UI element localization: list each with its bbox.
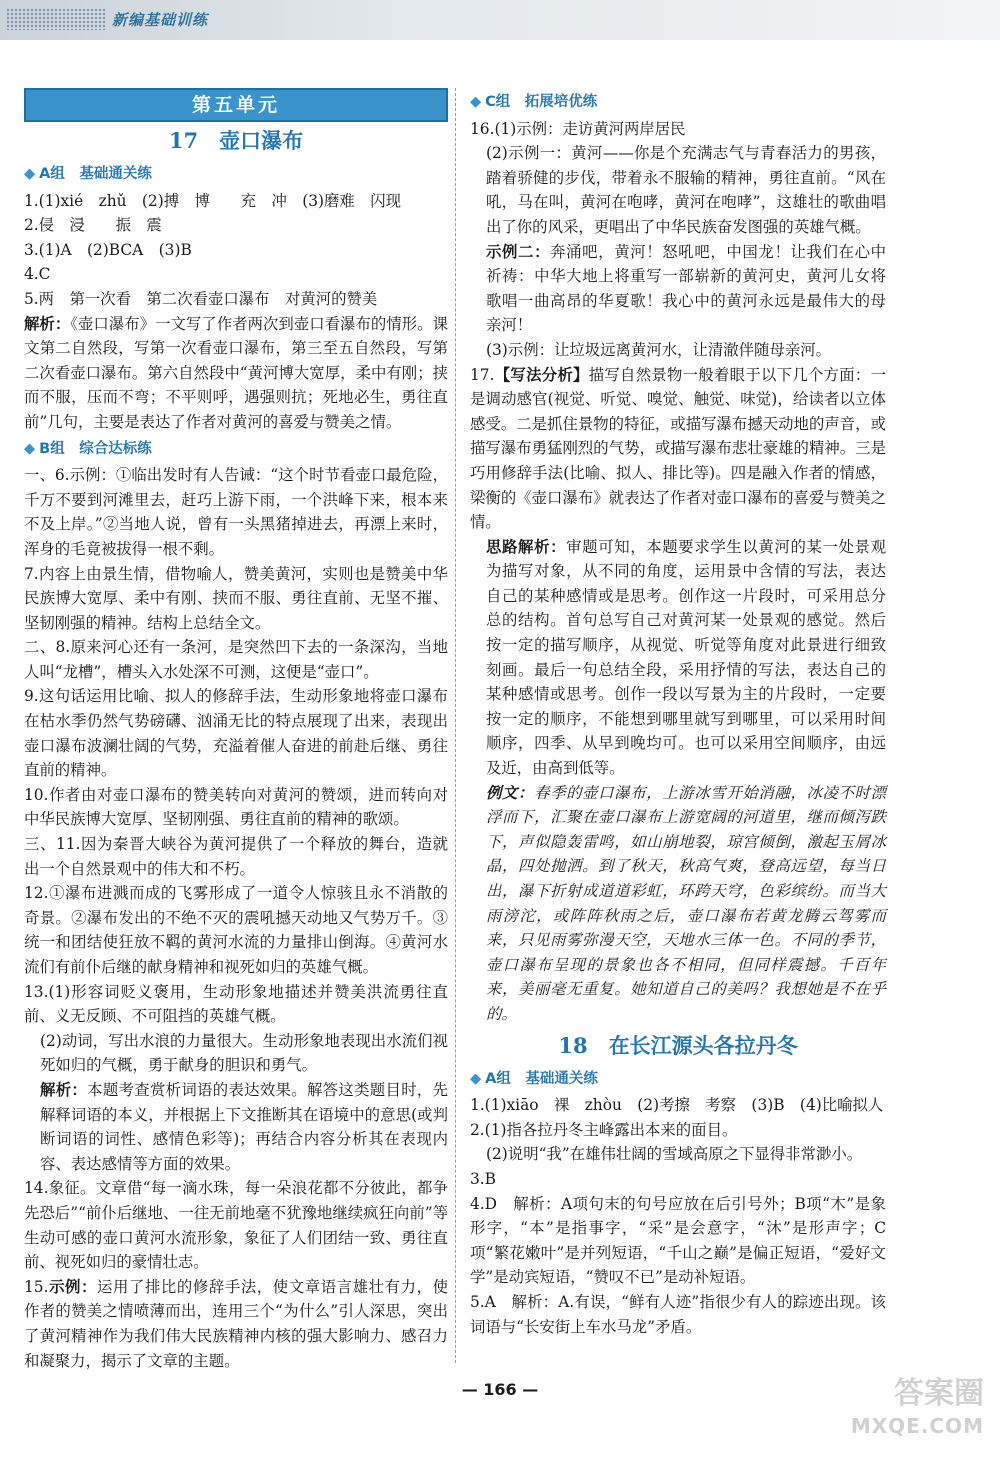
diamond-icon: ◆ [24,166,36,182]
left-column [24,88,448,1373]
answer-item: 10.作者由对壶口瀑布的赞美转向对黄河的赞颂，进而转向对中华民族博大宽厚、坚韧刚强、勇往直前的精神的歌颂。 [24,785,448,829]
diamond-icon: ◆ [470,1070,482,1087]
answer-item: 一、6.示例：①临出发时有人告诫：“这个时节看壶口最危险，千万不要到河滩里去，赶巧上游下雨，一个洪峰下来，根本来不及上岸。”②当地人说，曾有一头黑猪掉进去，再漂上来时，浑身的毛竟被拔得一根不剩。 [24,466,448,558]
answer-item: 15.示例：运用了排比的修辞手法，使文章语言雄壮有力，使作者的赞美之情喷薄而出，连用三个“为什么”引人深思，突出了黄河精神作为我们伟大民族精神内核的强大影响力、感召力和凝聚力，揭示了文章的主题。 [24,1277,448,1370]
diamond-icon: ◆ [24,440,36,457]
answer-subitem: (2)动词，写出水浪的力量很大。生动形象地表现出水流们视死如归的气概，勇于献身的胆识和勇气。 [40,1031,448,1075]
group-b-heading: ◆ B组 综合达标练 [24,440,152,457]
answer-subitem: (2)说明“我”在雄伟壮阔的雪域高原之下显得非常渺小。 [486,1145,863,1164]
answer-item: 三、11.因为秦晋大峡谷为黄河提供了一个释放的舞台，造就出一个自然景观中的伟大和不朽。 [24,835,448,878]
answer-item: 4.C [24,265,51,284]
analysis-note: 解析：《壶口瀑布》一文写了作者两次到壶口看瀑布的情形。课文第二自然段，写第一次看壶口瀑布，第三至五自然段，写第二次看壶口瀑布。第六自然段中“黄河博大宽厚，柔中有刚；挟而不服，压而不弯；不平则呼，遇强则抗；死地必生，勇往直前”几句，主要是表达了作者对黄河的喜爱与赞美之情。 [24,314,448,431]
answer-item: 7.内容上由景生情，借物喻人，赞美黄河，实则也是赞美中华民族博大宽厚、柔中有刚、挟而不服、勇往直前、无坚不摧、坚韧刚强的精神。结构上总结全文。 [24,564,448,632]
answer-item: 12.①瀑布进溅而成的飞雾形成了一道令人惊骇且永不消散的奇景。②瀑布发出的不绝不灭的震吼撼天动地又气势万千。③统一和团结使狂放不羁的黄河水流的力量排山倒海。④黄河水流们有前仆后继的献身精神和视死如归的英雄气概。 [24,884,448,976]
lesson-17-title: 17 壶口瀑布 [168,128,304,153]
group-a-heading: ◆ A组 基础通关练 [470,1070,598,1087]
answer-item: 5.两 第一次看 第二次看壶口瀑布 对黄河的赞美 [24,289,378,308]
answer-subitem: (2)示例一：黄河——你是个充满志气与青春活力的男孩，踏着骄健的步伐，带着永不服输的精神，勇往直前。“风在吼，马在叫，黄河在咆哮，黄河在咆哮”，这雄壮的歌曲唱出了你的风采，更唱出了中华民族奋发图强的英雄气概。 [486,144,886,236]
analysis-note: 思路解析：审题可知，本题要求学生以黄河的某一处景观为描写对象，从不同的角度，运用景中含情的写法，表达自己的某种感情或是思考。创作这一片段时，可采用总分总的结构。首句总写自己对黄河某一处景观的感觉。然后按一定的描写顺序，从视觉、听觉等角度对此景进行细致刻画。最后一句总结全段，采用抒情的写法，表达自己的某种感情或思考。创作一段以写景为主的片段时，一定要按一定的顺序，不能想到哪里就写到哪里，可以采用时间顺序，四季、从早到晚均可。也可以采用空间顺序，由远及近，由高到低等。 [486,537,886,778]
answer-item: 1.(1)xiāo 裸 zhòu (2)考擦 考察 (3)B (4)比喻拟人 [470,1096,884,1115]
answer-item: 4.D 解析：A项句末的句号应放在后引号外；B项“木”是象形字，“本”是指事字，“采”是会意字，“沐”是形声字；C项“繁花嫩叶”是并列短语，“千山之巅”是偏正短语，“爱好文学”是动宾短语，“赞叹不已”是动补短语。 [470,1194,886,1287]
answer-item: 16.(1)示例：走访黄河两岸居民 [470,119,686,138]
answer-subitem: (3)示例：让垃圾远离黄河水，让清澈伴随母亲河。 [486,340,832,359]
column-divider [455,88,456,1363]
answer-item: 1.(1)xié zhǔ (2)搏 博 充 冲 (3)磨难 闪现 [24,191,401,210]
group-a-heading: ◆ A组 基础通关练 [24,166,152,182]
answer-item: 17.【写法分析】描写自然景物一般着眼于以下几个方面：一是调动感官(视觉、听觉、嗅觉、触觉、味觉)，给读者以立体感受。二是抓住景物的特征，或描写瀑布撼天动地的声音，或描写瀑布勇猛刚烈的气势，或描写瀑布悲壮豪雄的精神。三是巧用修辞手法(比喻、拟人、排比等)。四是融入作者的情感，梁衡的《壶口瀑布》就表达了作者对壶口瀑布的喜爱与赞美之情。 [470,365,886,532]
diamond-icon: ◆ [470,94,482,110]
series-title: 新编基础训练 [112,11,209,29]
answer-item: 二、8.原来河心还有一条河，是突然凹下去的一条深沟，当地人叫“龙槽”，槽头入水处深不可测，这便是“壶口”。 [24,638,448,681]
answer-item: 3.B [470,1169,496,1188]
analysis-note: 解析：本题考查赏析词语的表达效果。解答这类题目时，先解释词语的本义，并根据上下文推断其在语境中的意思(或判断词语的词性、感情色彩等)；再结合内容分析其在表现内容、表达感情等方面的效果。 [40,1080,448,1173]
answer-item: 5.A 解析：A.有误，“鲜有人迹”指很少有人的踪迹出现。该词语与“长安街上车水马龙”矛盾。 [470,1292,886,1336]
page-number: — 166 — [461,1380,539,1399]
answer-item: 13.(1)形容词贬义褒用，生动形象地描述并赞美洪流勇往直前、义无反顾、不可阻挡的英雄气概。 [24,982,448,1026]
answer-item: 9.这句话运用比喻、拟人的修辞手法，生动形象地将壶口瀑布在枯水季仍然气势磅礴、汹涌无比的特点展现了出来，表现出壶口瀑布波澜壮阔的气势，充溢着催人奋进的前赴后继、勇往直前的精神。 [24,687,448,780]
header-band [0,0,1000,40]
answer-item: 2.侵 浸 振 震 [24,216,162,235]
unit-banner: 第五单元 [24,88,448,122]
lesson-18-title: 18 在长江源头各拉丹冬 [558,1032,798,1058]
answer-item: 2.(1)指各拉丹冬主峰露出本来的面目。 [470,1120,738,1139]
right-column [470,88,886,1339]
example-essay: 例文：春季的壶口瀑布，上游冰雪开始消融，冰凌不时漂浮而下，汇聚在壶口瀑布上游宽阔的河道里，继而倾泻跌下，声似隐轰雷鸣，如山崩地裂，琼宫倾倒，激起玉屑冰晶，四处抛洒。到了秋天，秋高气爽，登高远望，每当日出，瀑下折射成道道彩虹，环跨天穹，色彩缤纷。而当大雨滂沱，或阵阵秋雨之后，壶口瀑布若黄龙腾云驾雾而来，只见雨雾弥漫天空，天地水三体一色。不同的季节，壶口瀑布呈现的景象也各不相同，但同样震撼。千百年来，美丽毫无重复。她知道自己的美吗？我想她是不在乎的。 [486,783,886,1023]
header-dot-pattern [6,8,106,30]
answer-item: 14.象征。文章借“每一滴水珠，每一朵浪花都不分彼此，都争先恐后”“前仆后继地、一往无前地毫不犹豫地继续疯狂向前”等生动可感的壶口黄河水流形象，象征了人们团结一致、勇往直前、视死如归的豪情壮志。 [24,1179,448,1272]
answer-subitem: 示例二：奔涌吧，黄河！怒吼吧，中国龙！让我们在心中祈祷：中华大地上将重写一部崭新的黄河史，黄河儿女将歌唱一曲高昂的华夏歌！我心中的黄河永远是最伟大的母亲河！ [486,242,886,335]
watermark-logo: 答案圈 MXQE.COM [850,1376,984,1438]
answer-item: 3.(1)A (2)BCA (3)B [24,240,192,259]
group-c-heading: ◆ C组 拓展培优练 [470,94,598,110]
